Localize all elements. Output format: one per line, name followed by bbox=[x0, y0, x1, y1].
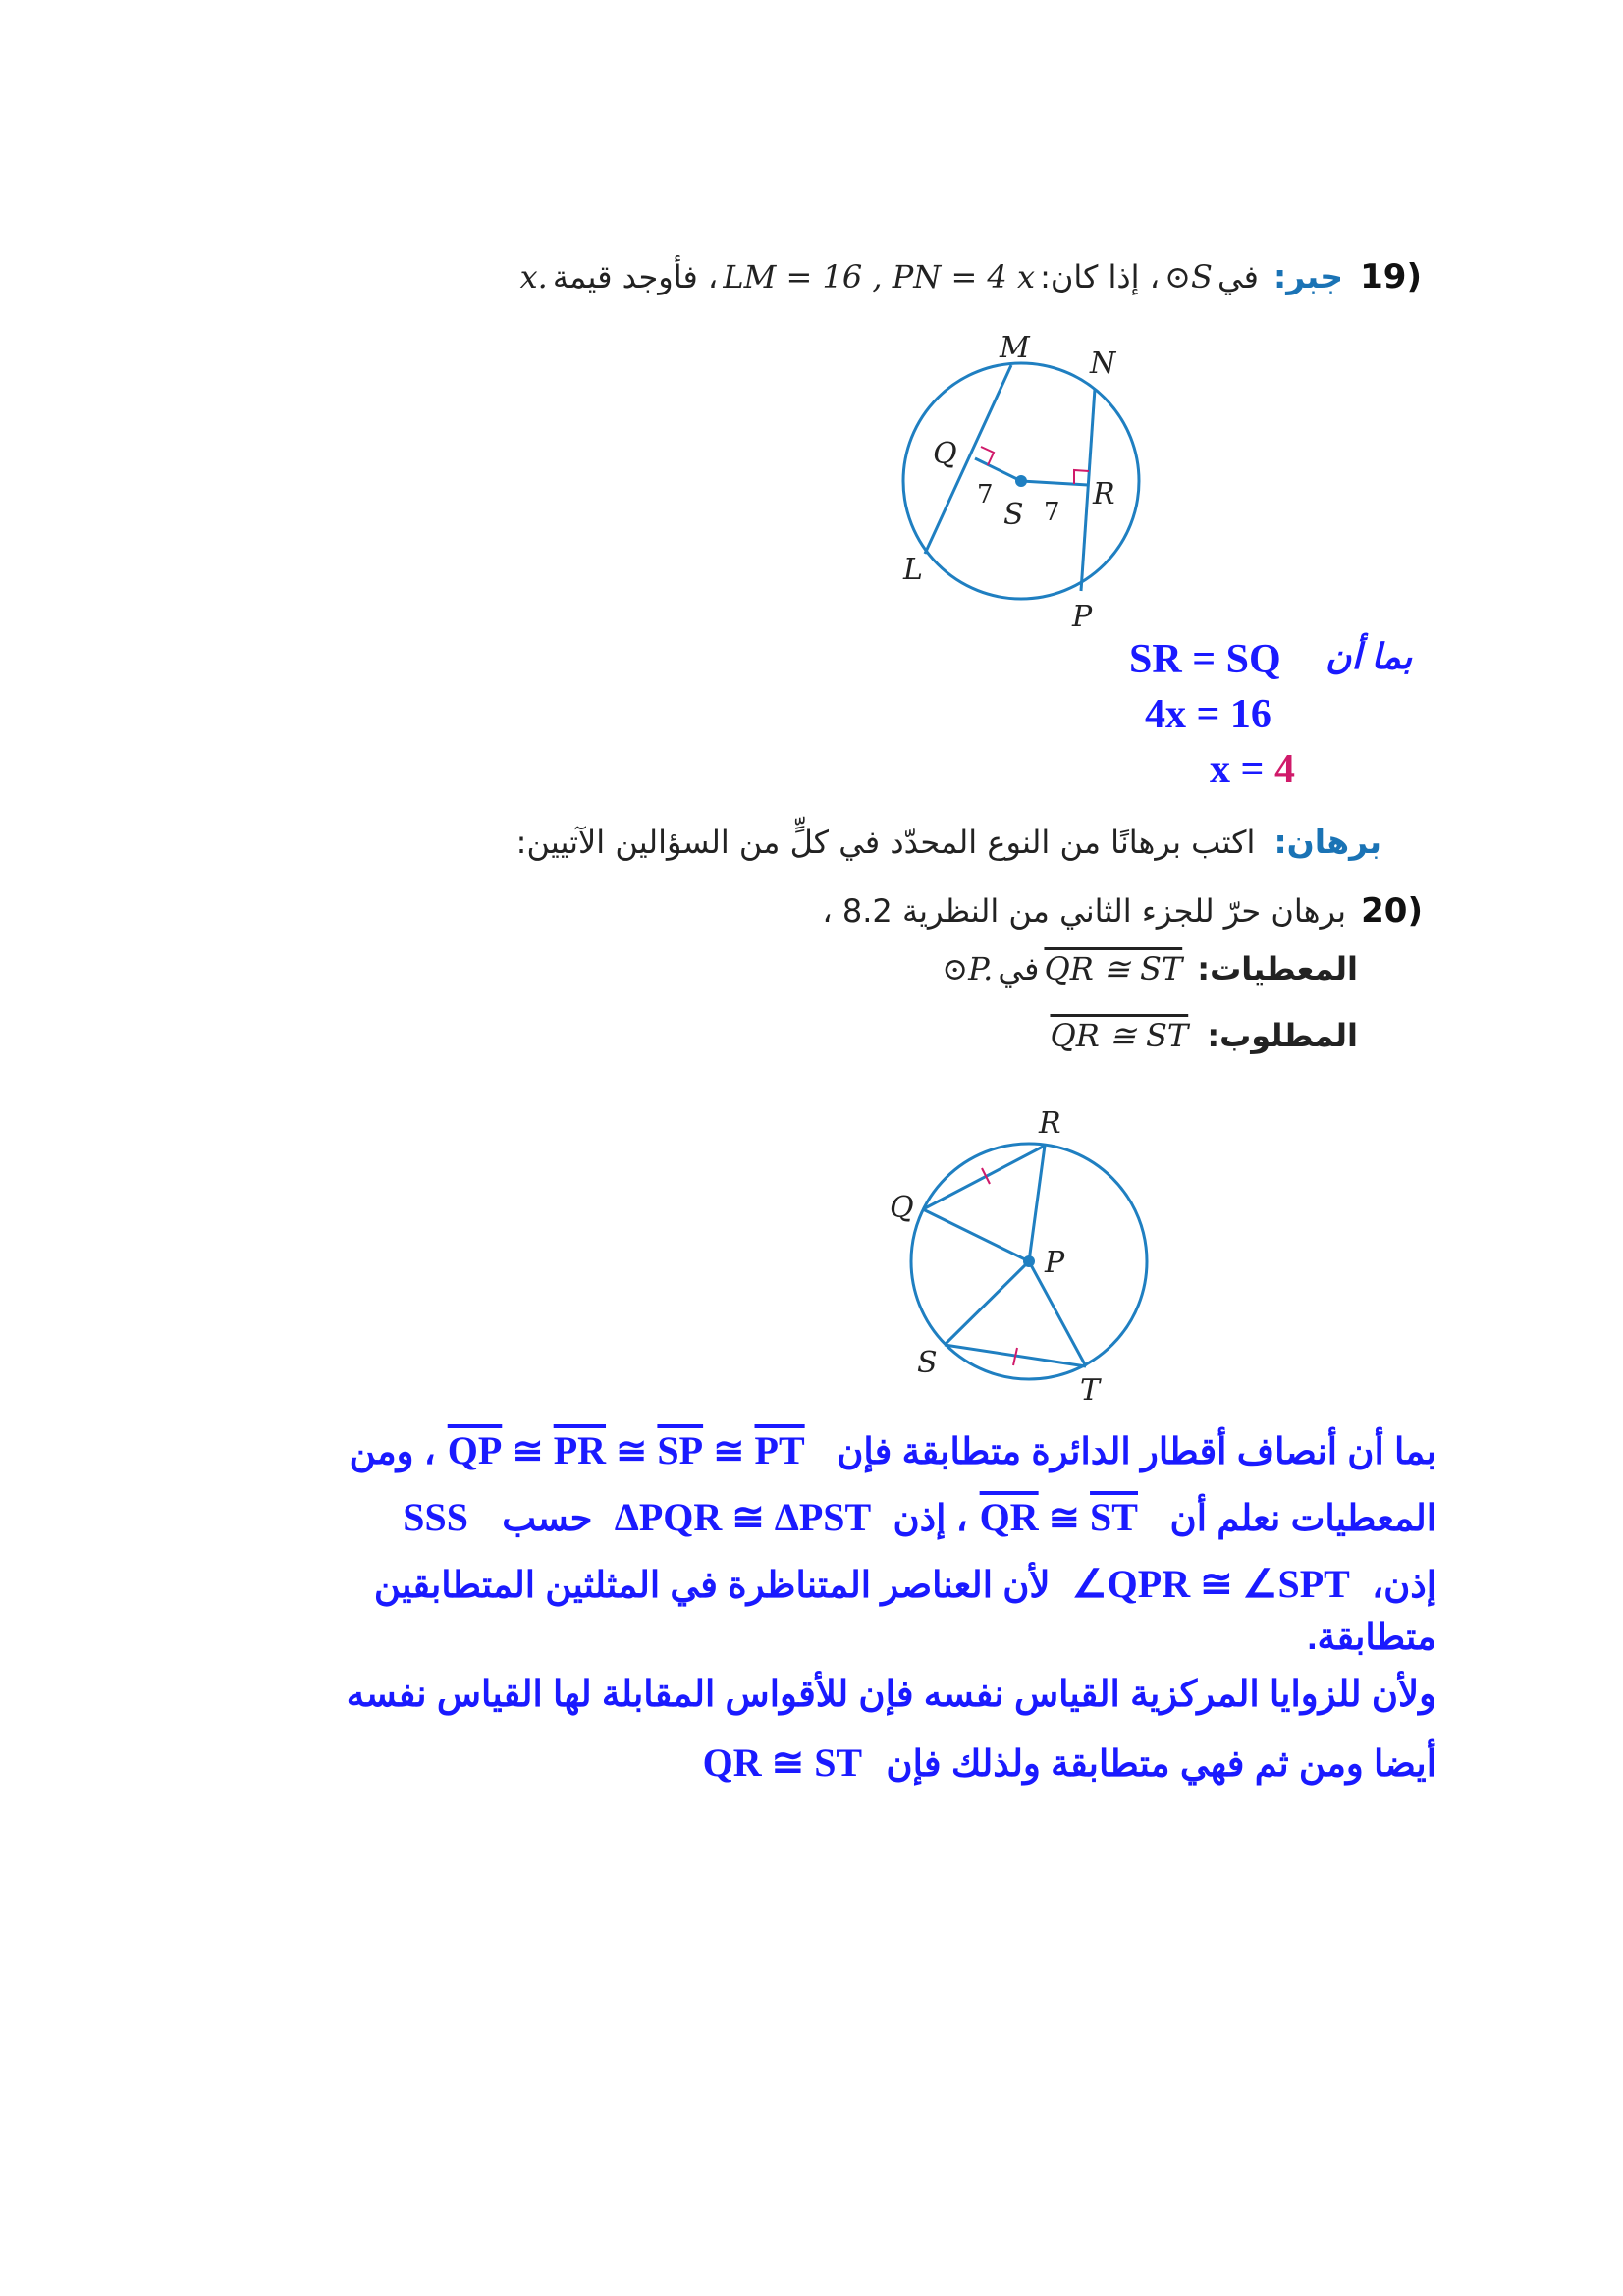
given-math: QR ≅ ST bbox=[1044, 950, 1183, 988]
var-x: x. bbox=[519, 258, 548, 295]
circle-s: ⊙S bbox=[1164, 258, 1213, 295]
proof-l2-mid: ، إذن bbox=[893, 1498, 968, 1538]
label-r2: R bbox=[1039, 1106, 1061, 1141]
condition-math: LM = 16 , PN = 4 x bbox=[723, 258, 1035, 295]
required-line bbox=[572, 1017, 1358, 1054]
seg-st: $\overline{ST}$ bbox=[1090, 1495, 1138, 1539]
since-label: بما أن bbox=[1325, 636, 1413, 676]
required-math: QR ≅ ST bbox=[1050, 1017, 1189, 1054]
length-sq: 7 bbox=[977, 480, 994, 509]
proof-l2-post: حسب bbox=[502, 1498, 593, 1538]
label-q: Q bbox=[933, 437, 957, 471]
label-p: P bbox=[1072, 600, 1093, 634]
right-angle-r bbox=[1074, 470, 1089, 484]
proof-l3-post: لأن العناصر المتناظرة في المثلثين المتطابقين bbox=[373, 1565, 1051, 1605]
given-circle: ⊙P. bbox=[942, 950, 994, 988]
seg-pr: $\overline{PR}$ bbox=[553, 1428, 607, 1472]
label-n: N bbox=[1090, 347, 1116, 381]
label-q2: Q bbox=[890, 1191, 914, 1225]
given-label: المعطيات: bbox=[1197, 950, 1358, 988]
given-in: في bbox=[998, 950, 1040, 988]
text-find: ، فأوجد قيمة bbox=[552, 258, 719, 295]
cong-4: ≅ bbox=[1048, 1498, 1080, 1539]
eq-x-4 bbox=[1210, 746, 1295, 793]
proof-instructions bbox=[203, 823, 1381, 861]
algebra-tag: جبر: bbox=[1273, 257, 1344, 295]
proof-tag: برهان: bbox=[1273, 823, 1381, 861]
circle-s-figure bbox=[864, 324, 1178, 638]
seg-qr: $\overline{QR}$ bbox=[979, 1495, 1039, 1539]
proof-line-2 bbox=[160, 1494, 1436, 1540]
proof-l1-math bbox=[447, 1428, 815, 1472]
radius-pr bbox=[1029, 1146, 1045, 1261]
proof-l1-pre: بما أن أنصاف أقطار الدائرة متطابقة فإن bbox=[837, 1431, 1436, 1471]
required-label: المطلوب: bbox=[1207, 1017, 1358, 1054]
solution-19 bbox=[1129, 636, 1443, 695]
proof-l6-pre: أيضا ومن ثم فهي متطابقة ولذلك فإن bbox=[886, 1743, 1436, 1784]
label-r: R bbox=[1093, 477, 1115, 511]
center-p-point bbox=[1023, 1255, 1035, 1267]
label-t2: T bbox=[1080, 1373, 1101, 1408]
length-sr: 7 bbox=[1044, 498, 1060, 527]
text-in: في bbox=[1217, 258, 1259, 295]
seg-sp: $\overline{SP}$ bbox=[657, 1428, 704, 1472]
proof-text: اكتب برهانًا من النوع المحدّد في كلٍّ من السؤالين الآتيين: bbox=[515, 824, 1256, 861]
seg-qp: $\overline{QP}$ bbox=[447, 1428, 503, 1472]
chord-qr bbox=[923, 1146, 1045, 1209]
given-line bbox=[572, 950, 1358, 988]
problem-20-text: برهان حرّ للجزء الثاني من النظرية 8.2 ، bbox=[822, 892, 1347, 930]
eq-x-lhs: x = bbox=[1210, 747, 1265, 792]
arc-congruence: QR ≅ ST bbox=[702, 1740, 863, 1785]
cong-1: ≅ bbox=[512, 1431, 544, 1472]
label-l: L bbox=[903, 553, 923, 587]
center-s-point bbox=[1015, 475, 1027, 487]
cong-3: ≅ bbox=[713, 1431, 745, 1472]
text-if: ، إذا كان: bbox=[1040, 258, 1161, 295]
proof-line-5: ولأن للزوايا المركزية القياس نفسه فإن للأقواس المقابلة لها القياس نفسه bbox=[346, 1674, 1436, 1714]
problem-19-statement bbox=[243, 257, 1422, 296]
circle-p-figure bbox=[884, 1099, 1178, 1414]
label-s: S bbox=[1003, 498, 1024, 532]
proof-l2-pre: المعطيات نعلم أن bbox=[1169, 1498, 1436, 1538]
proof-l3-pre: إذن، bbox=[1372, 1565, 1436, 1605]
triangle-congruence: ΔPQR ≅ ΔPST bbox=[614, 1495, 872, 1539]
proof-l2-math bbox=[979, 1495, 1149, 1539]
proof-line-3 bbox=[160, 1561, 1436, 1607]
segment-sr bbox=[1021, 481, 1088, 485]
seg-pt: $\overline{PT}$ bbox=[754, 1428, 805, 1472]
proof-line-1 bbox=[160, 1427, 1436, 1473]
label-m: M bbox=[1000, 331, 1030, 365]
answer-value: 4 bbox=[1273, 747, 1295, 792]
proof-l1-post: ، ومن bbox=[349, 1431, 436, 1471]
cong-2: ≅ bbox=[616, 1431, 648, 1472]
proof-line-4: متطابقة. bbox=[1307, 1617, 1436, 1657]
eq-4x-16: 4x = 16 bbox=[1145, 692, 1271, 737]
problem-20-statement bbox=[441, 891, 1423, 931]
angle-congruence: ∠QPR ≅ ∠SPT bbox=[1071, 1562, 1350, 1606]
eq-sr-sq: SR = SQ bbox=[1129, 637, 1281, 682]
sss-label: SSS bbox=[403, 1495, 468, 1539]
label-s2: S bbox=[917, 1346, 938, 1380]
radius-pq bbox=[923, 1209, 1029, 1261]
proof-line-6 bbox=[160, 1739, 1436, 1786]
radius-ps bbox=[945, 1261, 1029, 1345]
problem-20-number: (20 bbox=[1361, 891, 1423, 931]
problem-number: (19 bbox=[1360, 257, 1422, 296]
segment-sq bbox=[975, 458, 1021, 481]
label-p2: P bbox=[1045, 1246, 1065, 1280]
